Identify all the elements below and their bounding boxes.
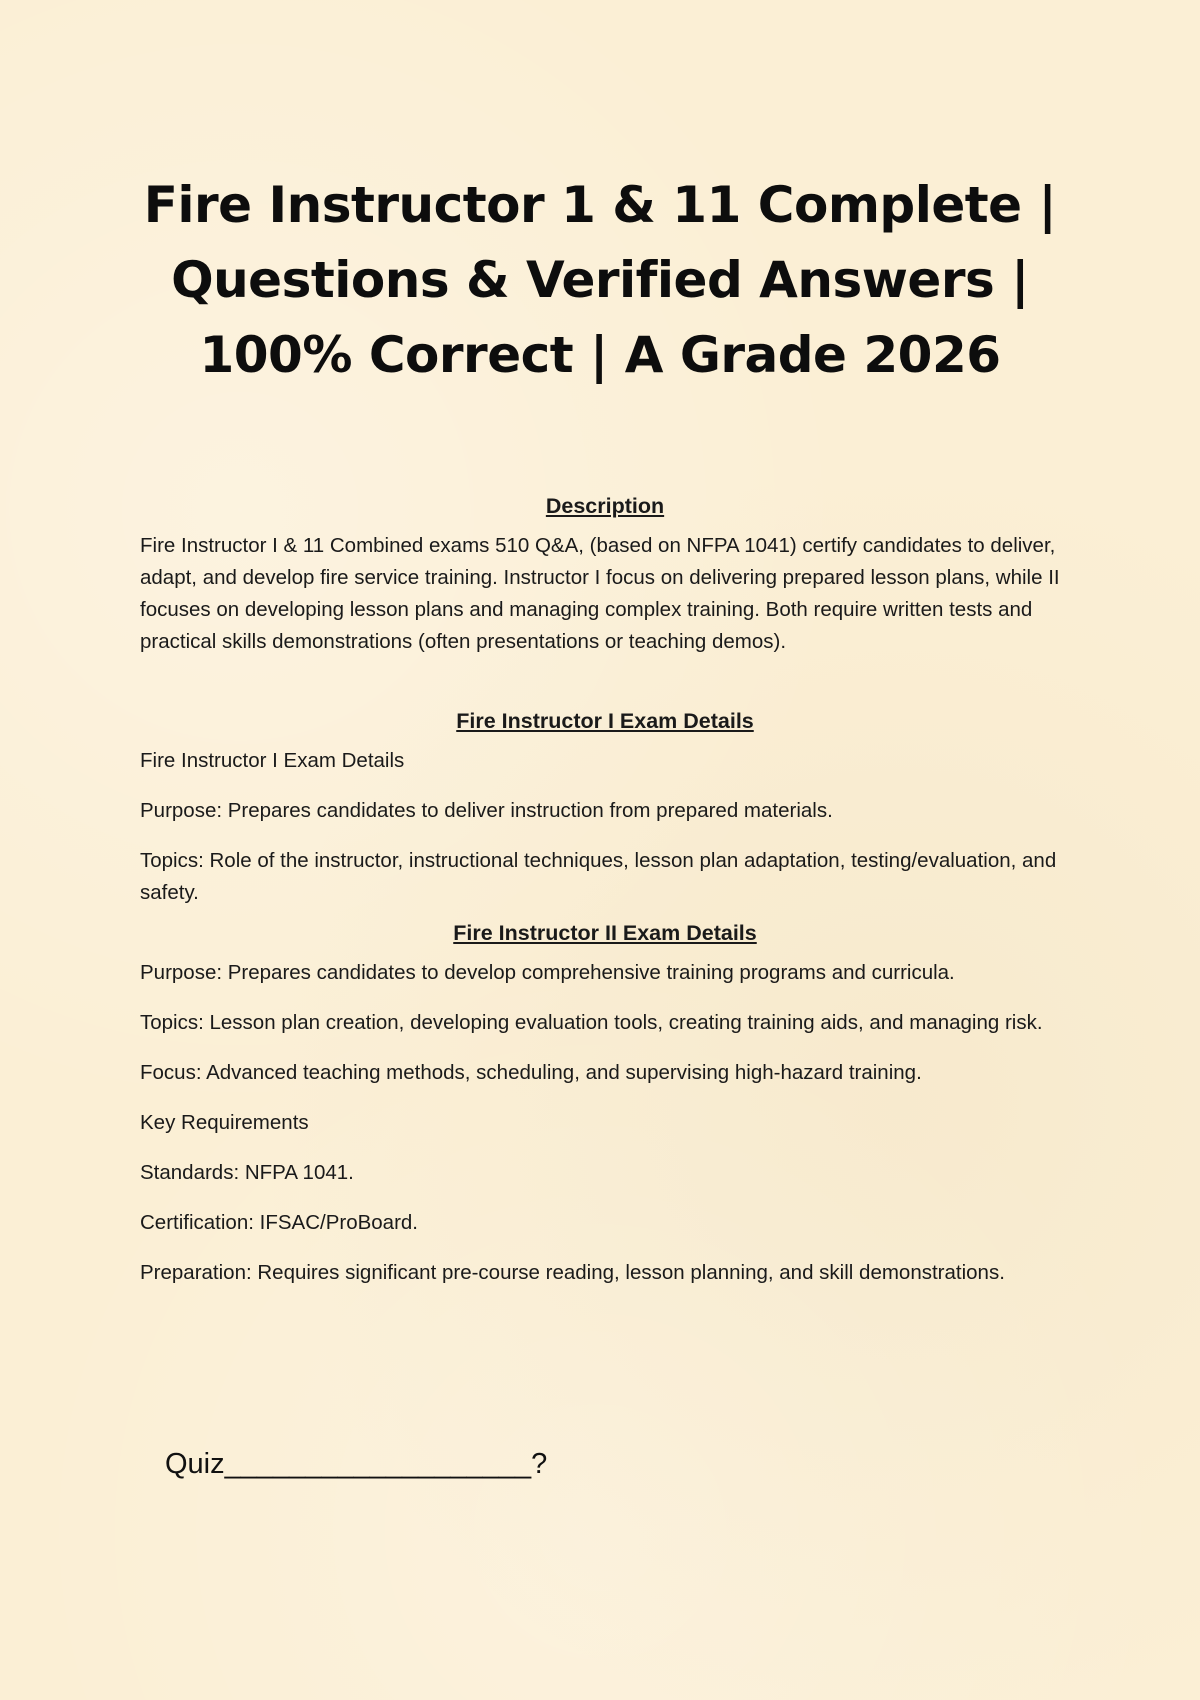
instructor-2-topics: Topics: Lesson plan creation, developing evaluation tools, creating training aids, and managing risk. xyxy=(140,1011,1043,1034)
instructor-1-subtitle: Fire Instructor I Exam Details xyxy=(140,749,405,772)
instructor-1-purpose: Purpose: Prepares candidates to deliver instruction from prepared materials. xyxy=(140,799,833,822)
preparation-line: Preparation: Requires significant pre-course reading, lesson planning, and skill demonstrations. xyxy=(140,1261,1005,1284)
instructor-2-focus: Focus: Advanced teaching methods, scheduling, and supervising high-hazard training. xyxy=(140,1061,922,1084)
instructor-2-heading: Fire Instructor II Exam Details xyxy=(453,921,757,945)
instructor-1-heading: Fire Instructor I Exam Details xyxy=(456,709,754,733)
title-line-2: Questions & Verified Answers | xyxy=(171,251,1029,309)
document-body xyxy=(140,490,1070,1289)
description-text: Fire Instructor I & 11 Combined exams 510 Q&A, (based on NFPA 1041) certify candidates to deliver, adapt, and develop fire service training. Instructor I focus on delivering prepared lesson plans, while II focuses on developing lesson plans and managing complex training. Both require written tests and practical skills demonstrations (often presentations or teaching demos). xyxy=(140,534,1060,653)
instructor-1-topics: Topics: Role of the instructor, instructional techniques, lesson plan adaptation, testing/evaluation, and safety. xyxy=(140,849,1057,904)
certification-line: Certification: IFSAC/ProBoard. xyxy=(140,1211,418,1234)
title-line-3: 100% Correct | A Grade 2026 xyxy=(199,326,1001,384)
description-heading: Description xyxy=(545,494,665,518)
key-requirements-label: Key Requirements xyxy=(140,1111,309,1134)
quiz-label: Quiz___________________? xyxy=(165,1448,548,1480)
document-title xyxy=(100,168,1100,393)
title-line-1: Fire Instructor 1 & 11 Complete | xyxy=(143,176,1057,234)
standards-line: Standards: NFPA 1041. xyxy=(140,1161,354,1184)
instructor-2-purpose: Purpose: Prepares candidates to develop comprehensive training programs and curricula. xyxy=(140,961,955,984)
